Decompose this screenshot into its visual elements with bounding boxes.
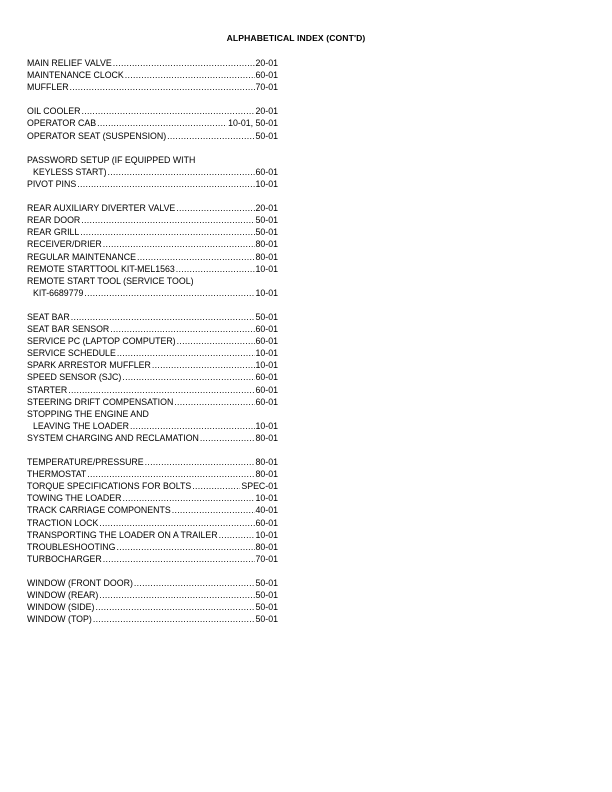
index-entry-page: 60-01 xyxy=(255,70,278,81)
index-entry-page: 50-01 xyxy=(255,215,278,226)
index-entry xyxy=(27,384,278,396)
index-entry-label: REAR GRILL xyxy=(27,227,80,238)
index-entry-label: OPERATOR SEAT (SUSPENSION) xyxy=(27,130,167,141)
index-entry-label: SPEED SENSOR (SJC) xyxy=(27,372,122,383)
leader-dots xyxy=(110,323,254,335)
leader-dots xyxy=(71,311,255,323)
index-entry xyxy=(27,347,278,359)
index-entry xyxy=(27,105,278,117)
index-entry-page: 40-01 xyxy=(255,505,278,516)
index-entry xyxy=(27,468,278,480)
leader-dots xyxy=(137,251,255,263)
index-entry-line xyxy=(27,154,278,166)
index-entry-label: WINDOW (TOP) xyxy=(27,614,92,625)
index-entry-label: RECEIVER/DRIER xyxy=(27,239,102,250)
leader-dots xyxy=(172,504,255,516)
leader-dots xyxy=(103,238,255,250)
index-entry-label: KEYLESS START) xyxy=(33,166,107,177)
index-entry-page: 50-01 xyxy=(255,602,278,613)
index-entry-label: PASSWORD SETUP (IF EQUIPPED WITH xyxy=(27,154,196,165)
index-entry-page: 80-01 xyxy=(255,469,278,480)
index-entry-page: 60-01 xyxy=(255,166,278,177)
index-entry xyxy=(27,541,278,553)
leader-dots xyxy=(167,130,254,142)
index-entry-page: 80-01 xyxy=(255,457,278,468)
index-entry-page: 60-01 xyxy=(255,384,278,395)
index-entry-label: THERMOSTAT xyxy=(27,469,87,480)
index-entry xyxy=(27,238,278,250)
leader-dots xyxy=(219,529,255,541)
index-entry xyxy=(27,287,278,299)
index-entry-label: REGULAR MAINTENANCE xyxy=(27,251,136,262)
index-entry-page: 60-01 xyxy=(255,396,278,407)
index-entry-label: MAIN RELIEF VALVE xyxy=(27,58,112,68)
index-entry-page: 50-01 xyxy=(255,590,278,601)
index-entry xyxy=(27,589,278,601)
index-entry xyxy=(27,613,278,625)
index-entry-page: 10-01 xyxy=(255,178,278,189)
index-entry xyxy=(27,311,278,323)
index-entry-label: STOPPING THE ENGINE AND xyxy=(27,408,149,419)
leader-dots xyxy=(125,69,255,81)
leader-dots xyxy=(77,178,254,190)
leader-dots xyxy=(117,347,255,359)
index-entry-page: 50-01 xyxy=(255,614,278,625)
index-entry xyxy=(27,323,278,335)
leader-dots xyxy=(134,577,255,589)
index-entry-label: SPARK ARRESTOR MUFFLER xyxy=(27,360,151,371)
index-entry-page: 20-01 xyxy=(255,58,278,68)
leader-dots xyxy=(95,601,254,613)
index-entry-page: 80-01 xyxy=(255,432,278,443)
index-entry xyxy=(27,166,278,178)
index-list xyxy=(27,57,278,638)
index-entry-line xyxy=(27,408,278,420)
index-group xyxy=(27,202,278,299)
index-group xyxy=(27,57,278,93)
index-entry-label: STARTER xyxy=(27,384,68,395)
index-entry-label: SEAT BAR SENSOR xyxy=(27,324,110,335)
leader-dots xyxy=(113,57,255,69)
index-entry-label: TOWING THE LOADER xyxy=(27,493,122,504)
index-entry xyxy=(27,420,278,432)
index-entry-page: 20-01 xyxy=(255,203,278,214)
index-entry-label: REAR DOOR xyxy=(27,215,81,226)
leader-dots xyxy=(152,359,255,371)
index-entry-label: TRACTION LOCK xyxy=(27,517,99,528)
leader-dots xyxy=(99,517,254,529)
index-group xyxy=(27,154,278,190)
leader-dots xyxy=(123,492,255,504)
index-entry-label: SYSTEM CHARGING AND RECLAMATION xyxy=(27,432,199,443)
index-entry-label: MUFFLER xyxy=(27,82,69,93)
leader-dots xyxy=(80,226,254,238)
index-entry-page: SPEC-01 xyxy=(241,481,278,492)
index-entry-label: TRACK CARRIAGE COMPONENTS xyxy=(27,505,171,516)
index-entry-label: TRANSPORTING THE LOADER ON A TRAILER xyxy=(27,529,218,540)
index-entry-page: 10-01 xyxy=(255,420,278,431)
index-entry-label: TURBOCHARGER xyxy=(27,553,102,564)
index-entry-label: REMOTE STARTTOOL KIT-MEL1563 xyxy=(27,263,175,274)
index-entry xyxy=(27,577,278,589)
index-entry xyxy=(27,117,278,129)
index-entry-label: MAINTENANCE CLOCK xyxy=(27,70,124,81)
index-entry-page: 20-01 xyxy=(255,106,278,117)
index-entry-label: WINDOW (FRONT DOOR) xyxy=(27,578,133,589)
index-entry xyxy=(27,529,278,541)
index-entry xyxy=(27,432,278,444)
index-entry-page: 10-01 xyxy=(255,360,278,371)
index-entry-page: 60-01 xyxy=(255,517,278,528)
index-entry-label: PIVOT PINS xyxy=(27,178,77,189)
index-entry xyxy=(27,601,278,613)
leader-dots xyxy=(145,456,255,468)
leader-dots xyxy=(130,420,255,432)
index-entry-label: TORQUE SPECIFICATIONS FOR BOLTS xyxy=(27,481,192,492)
index-entry-label: REMOTE START TOOL (SERVICE TOOL) xyxy=(27,275,194,286)
index-entry-page: 10-01, 50-01 xyxy=(228,118,278,129)
index-entry-page: 70-01 xyxy=(255,82,278,93)
index-entry-page: 10-01 xyxy=(255,348,278,359)
leader-dots xyxy=(122,371,254,383)
leader-dots xyxy=(200,432,255,444)
leader-dots xyxy=(177,335,255,347)
index-entry-page: 50-01 xyxy=(255,130,278,141)
index-entry-page: 70-01 xyxy=(255,553,278,564)
leader-dots xyxy=(68,384,254,396)
index-entry xyxy=(27,335,278,347)
index-entry-label: OPERATOR CAB xyxy=(27,118,97,129)
index-group xyxy=(27,456,278,565)
index-entry-label: SEAT BAR xyxy=(27,311,70,322)
index-entry-label: TEMPERATURE/PRESSURE xyxy=(27,457,144,468)
index-entry xyxy=(27,214,278,226)
index-entry-label: SERVICE PC (LAPTOP COMPUTER) xyxy=(27,336,176,347)
index-entry-page: 50-01 xyxy=(255,311,278,322)
index-group xyxy=(27,577,278,625)
index-entry-page: 10-01 xyxy=(255,287,278,298)
index-entry-label: REAR AUXILIARY DIVERTER VALVE xyxy=(27,203,176,214)
index-entry-page: 60-01 xyxy=(255,372,278,383)
index-entry xyxy=(27,396,278,408)
index-entry xyxy=(27,69,278,81)
index-entry xyxy=(27,480,278,492)
index-entry-page: 60-01 xyxy=(255,324,278,335)
index-entry-label: OIL COOLER xyxy=(27,106,81,117)
index-entry-page: 60-01 xyxy=(255,336,278,347)
leader-dots xyxy=(99,589,254,601)
leader-dots xyxy=(176,263,255,275)
index-group xyxy=(27,311,278,444)
leader-dots xyxy=(93,613,255,625)
index-entry-label: WINDOW (SIDE) xyxy=(27,602,95,613)
leader-dots xyxy=(116,541,254,553)
index-entry xyxy=(27,263,278,275)
index-entry xyxy=(27,359,278,371)
index-entry xyxy=(27,178,278,190)
index-entry xyxy=(27,226,278,238)
leader-dots xyxy=(176,202,254,214)
index-entry xyxy=(27,456,278,468)
index-entry-page: 10-01 xyxy=(255,529,278,540)
leader-dots xyxy=(97,117,227,129)
leader-dots xyxy=(192,480,240,492)
leader-dots xyxy=(174,396,254,408)
index-entry-label: SERVICE SCHEDULE xyxy=(27,348,116,359)
index-entry-page: 80-01 xyxy=(255,239,278,250)
index-entry xyxy=(27,57,278,69)
index-entry-page: 10-01 xyxy=(255,263,278,274)
index-entry-page: 50-01 xyxy=(255,227,278,238)
index-entry xyxy=(27,202,278,214)
index-entry-page: 50-01 xyxy=(255,578,278,589)
leader-dots xyxy=(108,166,255,178)
index-entry xyxy=(27,81,278,93)
index-entry xyxy=(27,251,278,263)
leader-dots xyxy=(81,214,254,226)
index-entry-label: STEERING DRIFT COMPENSATION xyxy=(27,396,174,407)
index-entry xyxy=(27,504,278,516)
index-entry-label: TROUBLESHOOTING xyxy=(27,541,116,552)
index-group xyxy=(27,105,278,141)
leader-dots xyxy=(70,81,255,93)
leader-dots xyxy=(84,287,254,299)
index-entry xyxy=(27,130,278,142)
index-entry-label: WINDOW (REAR) xyxy=(27,590,99,601)
index-entry xyxy=(27,492,278,504)
index-entry-page: 10-01 xyxy=(255,493,278,504)
leader-dots xyxy=(87,468,254,480)
index-entry-page: 80-01 xyxy=(255,541,278,552)
index-entry xyxy=(27,517,278,529)
index-entry-label: LEAVING THE LOADER xyxy=(33,420,129,431)
page-title: ALPHABETICAL INDEX (CONT'D) xyxy=(226,33,366,43)
leader-dots xyxy=(103,553,255,565)
index-entry xyxy=(27,371,278,383)
leader-dots xyxy=(81,105,254,117)
index-entry-label: KIT-6689779 xyxy=(33,287,84,298)
index-entry xyxy=(27,553,278,565)
index-entry-line xyxy=(27,275,278,287)
index-entry-page: 80-01 xyxy=(255,251,278,262)
